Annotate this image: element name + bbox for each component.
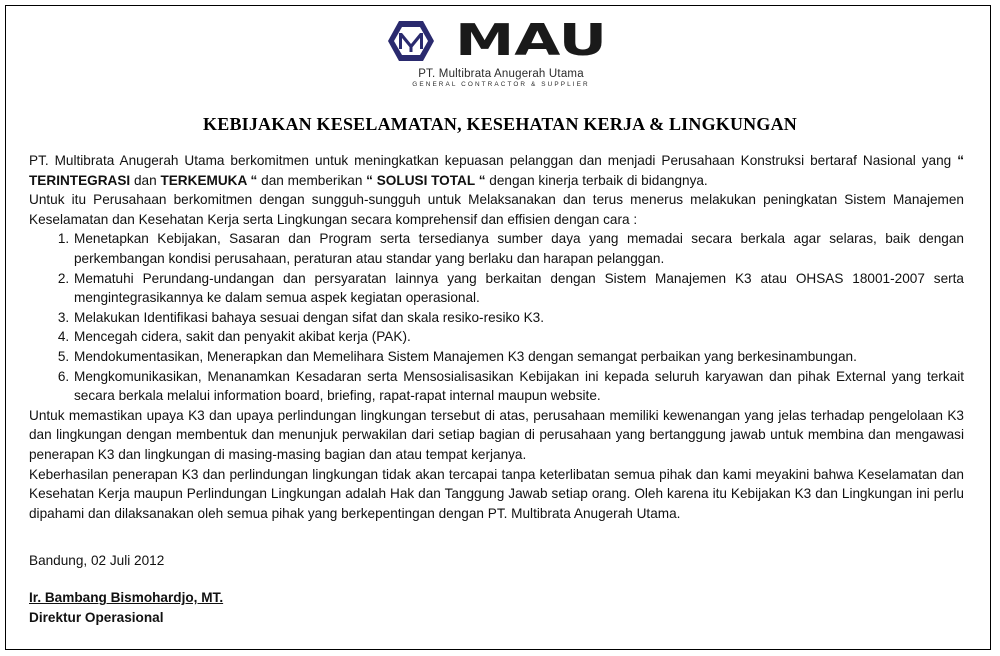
policy-item: 4. Mencegah cidera, sakit dan penyakit akibat kerja (PAK). <box>73 327 964 347</box>
intro-text: dan memberikan <box>257 172 367 188</box>
svg-text:MAU: MAU <box>455 22 607 60</box>
responsibility-paragraph: Untuk memastikan upaya K3 dan upaya perlindungan lingkungan tersebut di atas, perusahaan memiliki kewenangan yang jelas terhadap pengelolaan K3 dan lingkungan dengan membentuk dan menunjuk perwakilan dari setiap bagian di perusahaan yang bertanggung jawab untuk membina dan mengawasi penerapan K3 dan lingkungan di masing-masing bagian dan atau tempat kerjanya. <box>29 407 964 462</box>
document-title: KEBIJAKAN KESELAMATAN, KESEHATAN KERJA & LINGKUNGAN <box>203 114 797 134</box>
policy-item: 5. Mendokumentasikan, Menerapkan dan Memelihara Sistem Manajemen K3 dengan semangat perbaikan yang berkesinambungan. <box>73 347 964 367</box>
policy-item: 6. Mengkomunikasikan, Menanamkan Kesadaran serta Mensosialisasikan Kebijakan ini kepada seluruh karyawan dan pihak External yang terkait secara berkala melalui information board, briefing, rapat-rapat internal maupun website. <box>73 367 964 406</box>
intro-text: dan <box>130 172 161 188</box>
policy-item: 2. Mematuhi Perundang-undangan dan persyaratan lainnya yang berkaitan dengan Sistem Manajemen K3 atau OHSAS 18001-2007 serta mengintegrasikannya ke dalam semua aspek kegiatan operasional. <box>73 269 964 308</box>
company-logo <box>385 18 615 90</box>
intro-emphasis-solusi-total: “ SOLUSI TOTAL “ <box>366 172 486 188</box>
policy-item: 1. Menetapkan Kebijakan, Sasaran dan Program serta tersedianya sumber daya yang memadai secara berkala agar selaras, baik dengan perkembangan kondisi perusahaan, peraturan atau standar yang berlaku dan harapan pelanggan. <box>73 229 964 268</box>
policy-list <box>29 229 964 405</box>
logo-emblem-icon <box>387 20 435 62</box>
document-body <box>29 151 964 628</box>
logo-tagline: GENERAL CONTRACTOR & SUPPLIER <box>412 81 590 88</box>
intro-emphasis-terintegrasi: “ TERINTEGRASI <box>29 153 964 188</box>
intro-text: PT. Multibrata Anugerah Utama berkomitmen untuk meningkatkan kepuasan pelanggan dan menjadi Perusahaan Konstruksi bertaraf Nasional yang <box>29 153 958 168</box>
intro-text: dengan kinerja terbaik di bidangnya. <box>485 172 708 188</box>
logo-company-name: PT. Multibrata Anugerah Utama <box>418 68 584 80</box>
signer-position: Direktur Operasional <box>29 610 164 626</box>
commitment-paragraph: Untuk itu Perusahaan berkomitmen dengan sungguh-sungguh untuk Melaksanakan dan terus menerus melakukan peningkatan Sistem Manajemen Keselamatan dan Kesehatan Kerja serta Lingkungan secara komprehensif dan effisien dengan cara : <box>29 192 964 227</box>
signer-name: Ir. Bambang Bismohardjo, MT. <box>29 590 224 606</box>
policy-item: 3. Melakukan Identifikasi bahaya sesuai dengan sifat dan skala resiko-resiko K3. <box>73 308 964 328</box>
intro-emphasis-terkemuka: TERKEMUKA “ <box>160 172 258 188</box>
city-date: Bandung, 02 Juli 2012 <box>29 552 165 568</box>
intro-paragraph <box>29 151 964 190</box>
logo-wordmark <box>455 22 610 60</box>
success-paragraph: Keberhasilan penerapan K3 dan perlindungan lingkungan tidak akan tercapai tanpa keterlibatan semua pihak dan kami meyakini bahwa Keselamatan dan Kesehatan Kerja maupun Perlindungan Lingkungan adalah Hak dan Tanggung Jawab setiap orang. Oleh karena itu Kebijakan K3 dan Lingkungan ini perlu dipahami dan dilaksanakan oleh semua pihak yang berkepentingan dengan PT. Multibrata Anugerah Utama. <box>29 466 964 521</box>
